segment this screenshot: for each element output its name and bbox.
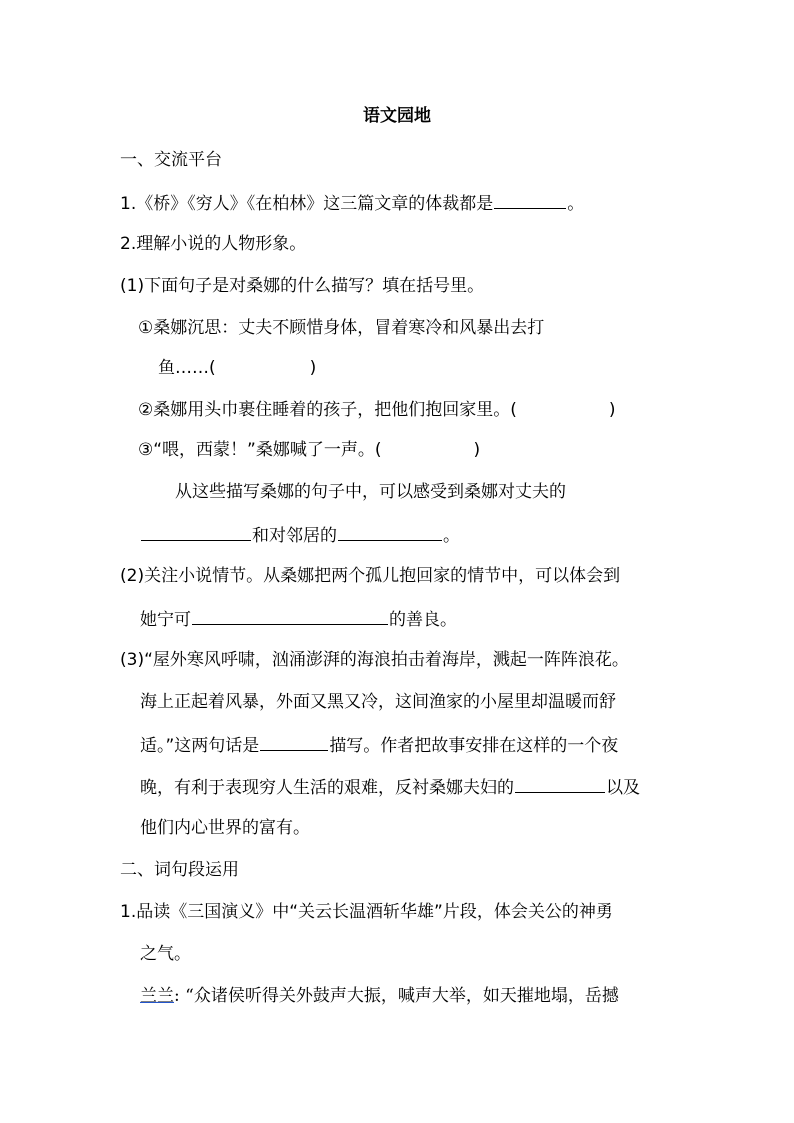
item-3 bbox=[138, 438, 480, 462]
summary-line-b bbox=[140, 522, 460, 548]
section1-heading: 一、交流平台 bbox=[120, 150, 222, 170]
line-4-end: 以及 bbox=[606, 778, 640, 798]
dialogue-quote: “众诸侯听得关外鼓声大振，喊声大举，如天摧地塌，岳撼 bbox=[185, 986, 619, 1006]
sub-question-2-end: 的善良。 bbox=[389, 610, 457, 630]
answer-blank[interactable] bbox=[515, 774, 605, 793]
question-1-text: 1.《桥》《穷人》《在柏林》这三篇文章的体裁都是 bbox=[120, 194, 494, 214]
sub-question-3-line-2: 海上正起着风暴，外面又黑又冷，这间渔家的小屋里却温暖而舒 bbox=[140, 692, 616, 712]
speaker-name: 兰兰 bbox=[140, 986, 174, 1006]
sub-question-2-line-a: (2)关注小说情节。从桑娜把两个孤儿抱回家的情节中，可以体会到 bbox=[120, 566, 621, 586]
item-2 bbox=[138, 398, 616, 422]
answer-blank[interactable] bbox=[338, 522, 442, 541]
section2-question-1-line-a: 1.品读《三国演义》中“关云长温酒斩华雄”片段，体会关公的神勇 bbox=[120, 902, 613, 922]
sub-question-3-line-4 bbox=[140, 774, 640, 800]
question-1 bbox=[120, 190, 584, 216]
answer-blank[interactable] bbox=[141, 522, 251, 541]
sub-question-3-line-5: 他们内心世界的富有。 bbox=[140, 818, 310, 838]
section2-heading: 二、词句段运用 bbox=[120, 860, 239, 880]
sub-question-3-line-3 bbox=[140, 732, 618, 758]
dialogue-line bbox=[140, 984, 619, 1008]
item-3-text: ③“喂，西蒙！”桑娜喊了一声。( bbox=[138, 440, 382, 460]
page-title: 语文园地 bbox=[363, 106, 431, 126]
item-1-line-b bbox=[158, 356, 316, 380]
line-3-end: 描写。作者把故事安排在这样的一个夜 bbox=[329, 736, 619, 756]
answer-blank[interactable] bbox=[494, 190, 566, 209]
sub-question-1: (1)下面句子是对桑娜的什么描写？填在括号里。 bbox=[120, 276, 485, 296]
item-1-text: 鱼……( bbox=[158, 358, 216, 378]
summary-end: 。 bbox=[443, 526, 460, 546]
question-2: 2.理解小说的人物形象。 bbox=[120, 234, 307, 254]
line-4-start: 晚，有利于表现穷人生活的艰难，反衬桑娜夫妇的 bbox=[140, 778, 514, 798]
section2-question-1-line-b: 之气。 bbox=[140, 944, 191, 964]
item-2-close: ) bbox=[608, 400, 616, 420]
question-1-end: 。 bbox=[567, 194, 585, 214]
speaker-colon: : bbox=[174, 986, 180, 1006]
summary-mid: 和对邻居的 bbox=[252, 526, 337, 546]
sub-question-2-line-b bbox=[140, 606, 457, 632]
summary-line-a: 从这些描写桑娜的句子中，可以感受到桑娜对丈夫的 bbox=[175, 482, 566, 502]
item-1-line-a: ①桑娜沉思：丈夫不顾惜身体，冒着寒冷和风暴出去打 bbox=[138, 318, 545, 338]
answer-blank[interactable] bbox=[260, 732, 328, 751]
sub-question-3-line-1: (3)“屋外寒风呼啸，汹涌澎湃的海浪拍击着海岸，溅起一阵阵浪花。 bbox=[120, 650, 629, 670]
item-3-close: ) bbox=[473, 440, 481, 460]
sub-question-2-start: 她宁可 bbox=[140, 610, 191, 630]
item-1-close: ) bbox=[309, 358, 317, 378]
answer-blank[interactable] bbox=[192, 606, 388, 625]
line-3-start: 适。”这两句话是 bbox=[140, 736, 260, 756]
item-2-text: ②桑娜用头巾裹住睡着的孩子，把他们抱回家里。( bbox=[138, 400, 517, 420]
